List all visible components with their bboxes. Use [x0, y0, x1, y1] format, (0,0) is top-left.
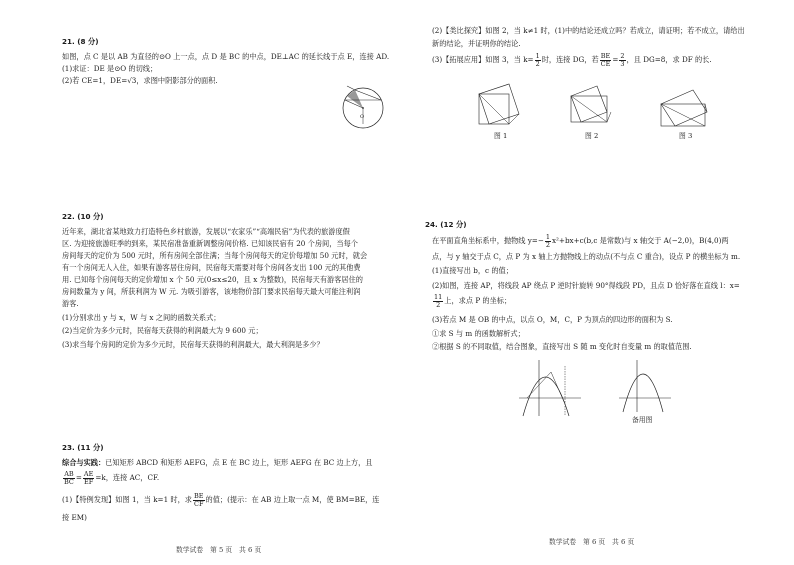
q24-part3-2: ②根据 S 的不同取值，结合图象，直接写出 S 随 m 变化时自变量 m 的取值范围.	[432, 342, 692, 351]
q22-line-7: 游客.	[62, 299, 79, 308]
q23-part3-b: 时，连接 DG，若	[541, 55, 599, 64]
frac-num: 11	[434, 292, 443, 301]
frac-num: AB	[64, 469, 74, 478]
frac-den: 2	[535, 59, 540, 68]
q23-frac-ab-bc	[63, 471, 75, 486]
q21-part1: (1)求证：DE 是⊙O 的切线；	[62, 64, 158, 73]
frac-den: EF	[84, 477, 94, 486]
q23-figure-3	[657, 94, 715, 130]
q22-part3: (3)求当每个房间的定价为多少元时，民宿每天获得的利润最大，最大利润是多少？	[62, 340, 324, 349]
q22-line-2: 区. 为迎接旅游旺季的到来，某民宿准备重新调整房间价格. 已知该民宿有 20 个房间，当每个	[62, 239, 358, 248]
frac-den: BC	[64, 477, 74, 486]
q23-frac-ae-ef	[83, 471, 94, 486]
q22-part2: (2)当定价为多少元时，民宿每天获得的利润最大为 9 600 元；	[62, 326, 263, 335]
q24-line-1-b: x²+bx+c(b,c 是常数)与 x 轴交于 A(−2,0)，B(4,0)两	[551, 236, 729, 245]
q24-header: 24. (12 分)	[425, 220, 467, 229]
frac-num: 2	[620, 51, 625, 60]
frac-den: CE	[600, 59, 611, 68]
q24-graph-spare	[615, 358, 675, 414]
q21-header: 21. (8 分)	[62, 37, 99, 46]
frac-num: 1	[545, 232, 550, 241]
q22-line-4: 有一个房间无人入住，如果有游客居住房间，民宿每天需要对每个房间各支出 100 元的其他费	[62, 263, 361, 272]
q22-part1: (1)分别求出 y 与 x，W 与 x 之间的函数关系式；	[62, 313, 221, 322]
q23-intro-text: 已知矩形 ABCD 和矩形 AEFG，点 E 在 BC 边上，矩形 AEFG 在 BC 边上方，且	[105, 458, 373, 467]
q21-part2: (2)若 CE=1，DE=√3，求图中阴影部分的面积.	[62, 76, 218, 85]
q22-header: 22. (10 分)	[62, 212, 104, 221]
svg-text:O: O	[360, 114, 365, 120]
q23-ratio-tail: =k，连接 AC，CF.	[95, 473, 160, 482]
q24-graph-main	[515, 358, 585, 418]
q22-line-1: 近年来，湖北省某地致力打造特色乡村旅游，发展以“农家乐”“高端民宿”为代表的旅游度假	[62, 227, 350, 236]
q23-intro	[62, 458, 373, 468]
q23-ratio-line: $\frac{AB}{BC}$ = $\frac{AE}{EF}$ =k，连接 AC，CF.	[64, 469, 160, 486]
q23-intro-label: 综合与实践：	[62, 458, 106, 467]
q23-part2-b: 新的结论，并证明你的结论.	[432, 39, 521, 48]
q22-line-6: 房间数量为 y 间，所获利润为 W 元. 为吸引游客，该地物价部门要求民宿每天最大可能注利润	[62, 287, 361, 296]
q23-part1	[62, 492, 380, 508]
q23-part1-a: (1)【特例发现】如图 1，当 k=1 时，求	[62, 495, 192, 504]
page-5-footer: 数学试卷 第 5 页 共 6 页	[176, 546, 262, 554]
q23-part1-c: 接 EM)	[62, 513, 87, 522]
q23-part3-eq: =	[612, 55, 619, 64]
q22-line-5: 用. 已知每个房间每天的定价增加 x 个 50 元(0≤x≤20，且 x 为整数)，民宿每天有游客居住的	[62, 275, 363, 284]
q24-line-1	[432, 233, 729, 249]
q23-figure-2	[567, 92, 617, 130]
q24-line-1-a: 在平面直角坐标系中，抛物线 y=−	[432, 236, 544, 245]
q23-frac-be-cf	[193, 493, 205, 508]
frac-num: 1	[535, 51, 540, 60]
q24-part2-b: 上，求点 P 的坐标；	[444, 296, 512, 305]
q24-part1: (1)直接写出 b，c 的值；	[432, 266, 513, 275]
frac-num: BE	[194, 491, 204, 500]
q23-frac-k	[535, 53, 541, 68]
q24-part3-1: ①求 S 与 m 的函数解析式；	[432, 329, 525, 338]
spare-graph-caption: 备用图	[632, 416, 653, 424]
figure-1-caption: 图 1	[494, 132, 508, 140]
q21-statement: 如图，点 C 是以 AB 为直径的⊙O 上一点，点 D 是 BC 的中点，DE⊥AC 的延长线于点 E，连接 AD.	[62, 52, 390, 61]
q24-line-2: 点，与 y 轴交于点 C，点 P 为 x 轴上方抛物线上的动点(不与点 C 重合)，设点 P 的横坐标为 m.	[432, 252, 741, 261]
q23-frac-2-3	[619, 53, 625, 68]
frac-den: 3	[620, 59, 625, 68]
q23-figure-1	[475, 88, 525, 130]
q22-line-3: 房间每天的定价为 500 元时，所有房间全部住满；当每个房间每天的定价每增加 50 元时，就会	[62, 251, 368, 260]
page-6	[397, 0, 794, 565]
q24-part3: (3)若点 M 是 OB 的中点，以点 O，M，C，P 为顶点的四边形的面积为 S.	[432, 315, 673, 324]
page-6-footer: 数学试卷 第 6 页 共 6 页	[549, 538, 635, 546]
figure-3-caption: 图 3	[679, 132, 693, 140]
q23-part2-a: (2)【类比探究】如图 2，当 k≠1 时，(1)中的结论还成立吗？若成立，请证明；若不成立，请给出	[432, 26, 745, 35]
q24-part2: (2)如图，连接 AP，将线段 AP 绕点 P 逆时针旋转 90°得线段 PD，且点 D 恰好落在直线 l：x=	[432, 281, 740, 290]
frac-num: AE	[83, 469, 94, 478]
q23-part3-d: ，且 DG=8，求 DF 的长.	[626, 55, 712, 64]
frac-den: CF	[194, 499, 204, 508]
q23-part3-a: (3)【拓展应用】如图 3，当 k=	[432, 55, 534, 64]
figure-2-caption: 图 2	[585, 132, 599, 140]
frac-den: 2	[436, 300, 441, 309]
q23-frac-be-ce	[600, 53, 612, 68]
q24-part2-cont	[432, 293, 511, 309]
q24-frac-half	[545, 234, 551, 249]
frac-den: 2	[545, 240, 550, 249]
q23-header: 23. (11 分)	[62, 443, 104, 452]
q23-part1-b: 的值；(提示：在 AB 边上取一点 M，使 BM=BE，连	[205, 495, 380, 504]
q21-circle-figure	[335, 78, 395, 138]
q23-part3	[432, 52, 712, 68]
frac-num: BE	[600, 51, 611, 60]
q24-frac-11-2	[433, 294, 443, 309]
